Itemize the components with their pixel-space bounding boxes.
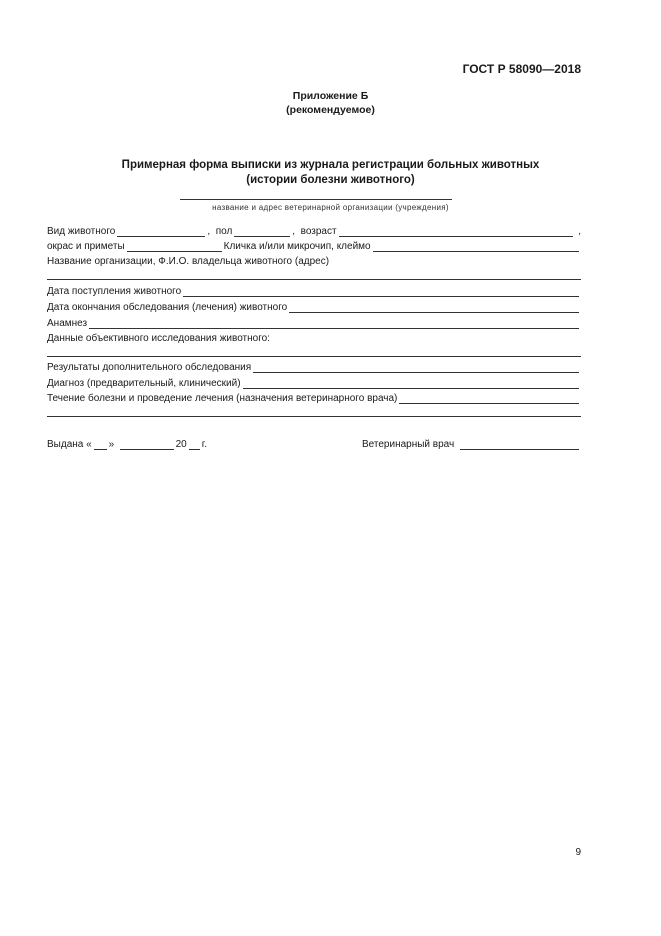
issued-month-blank[interactable] bbox=[120, 440, 173, 450]
vet-row bbox=[362, 438, 581, 450]
comma: , bbox=[575, 226, 581, 237]
standard-number: ГОСТ Р 58090—2018 bbox=[462, 62, 581, 76]
row-course bbox=[47, 392, 581, 404]
species-label: Вид животного bbox=[47, 226, 116, 237]
issued-year-blank[interactable] bbox=[189, 440, 200, 450]
vet-signature-blank[interactable] bbox=[460, 440, 579, 450]
objective-label: Данные объективного исследования животного: bbox=[47, 333, 270, 344]
row-species bbox=[47, 225, 581, 237]
appendix-title: Приложение Б bbox=[292, 90, 369, 102]
course-blank[interactable] bbox=[399, 394, 579, 404]
issued-label: Выдана « bbox=[47, 439, 92, 450]
objective-line[interactable] bbox=[47, 356, 581, 357]
row-end bbox=[47, 301, 581, 313]
owner-line[interactable] bbox=[47, 279, 581, 280]
course-label: Течение болезни и проведение лечения (назначения ветеринарного врача) bbox=[47, 393, 398, 404]
admission-label: Дата поступления животного bbox=[47, 286, 182, 297]
row-admission bbox=[47, 285, 581, 297]
admission-blank[interactable] bbox=[183, 287, 579, 297]
issued-year-label: 20 bbox=[175, 439, 187, 450]
animal-name-label: Кличка и/или микрочип, клеймо bbox=[223, 241, 371, 252]
color-label: окрас и приметы bbox=[47, 241, 125, 252]
comma: , bbox=[292, 226, 301, 237]
owner-label: Название организации, Ф.И.О. владельца животного (адрес) bbox=[47, 256, 330, 267]
row-additional bbox=[47, 361, 581, 373]
color-blank[interactable] bbox=[127, 242, 222, 252]
issued-day-blank[interactable] bbox=[94, 440, 107, 450]
row-owner bbox=[47, 255, 581, 267]
row-diagnosis bbox=[47, 377, 581, 389]
diagnosis-label: Диагноз (предварительный, клинический) bbox=[47, 378, 241, 389]
course-line[interactable] bbox=[47, 416, 581, 417]
issued-g-label: г. bbox=[201, 439, 208, 450]
animal-name-blank[interactable] bbox=[373, 242, 579, 252]
additional-label: Результаты дополнительного обследования bbox=[47, 362, 252, 373]
organization-caption: название и адрес ветеринарной организации (учреждения) bbox=[212, 203, 449, 212]
sex-blank[interactable] bbox=[234, 227, 290, 237]
age-label: возраст bbox=[300, 226, 337, 237]
form-title: Примерная форма выписки из журнала регистрации больных животных bbox=[121, 159, 540, 171]
anamnesis-label: Анамнез bbox=[47, 318, 88, 329]
row-objective bbox=[47, 332, 581, 344]
issued-quote-close: » bbox=[108, 439, 115, 450]
appendix-subtitle: (рекомендуемое) bbox=[286, 104, 375, 116]
form-subtitle: (истории болезни животного) bbox=[246, 174, 415, 186]
comma: , bbox=[207, 226, 216, 237]
page-number: 9 bbox=[575, 847, 581, 858]
additional-blank[interactable] bbox=[253, 363, 579, 373]
diagnosis-blank[interactable] bbox=[243, 379, 579, 389]
row-color bbox=[47, 240, 581, 252]
anamnesis-blank[interactable] bbox=[89, 319, 579, 329]
sex-label: пол bbox=[215, 226, 233, 237]
issued-row bbox=[47, 438, 207, 450]
age-blank[interactable] bbox=[339, 227, 574, 237]
species-blank[interactable] bbox=[117, 227, 205, 237]
end-blank[interactable] bbox=[289, 303, 579, 313]
end-label: Дата окончания обследования (лечения) животного bbox=[47, 302, 288, 313]
row-anamnesis bbox=[47, 317, 581, 329]
vet-label: Ветеринарный врач bbox=[362, 439, 455, 450]
organization-line bbox=[180, 199, 452, 200]
